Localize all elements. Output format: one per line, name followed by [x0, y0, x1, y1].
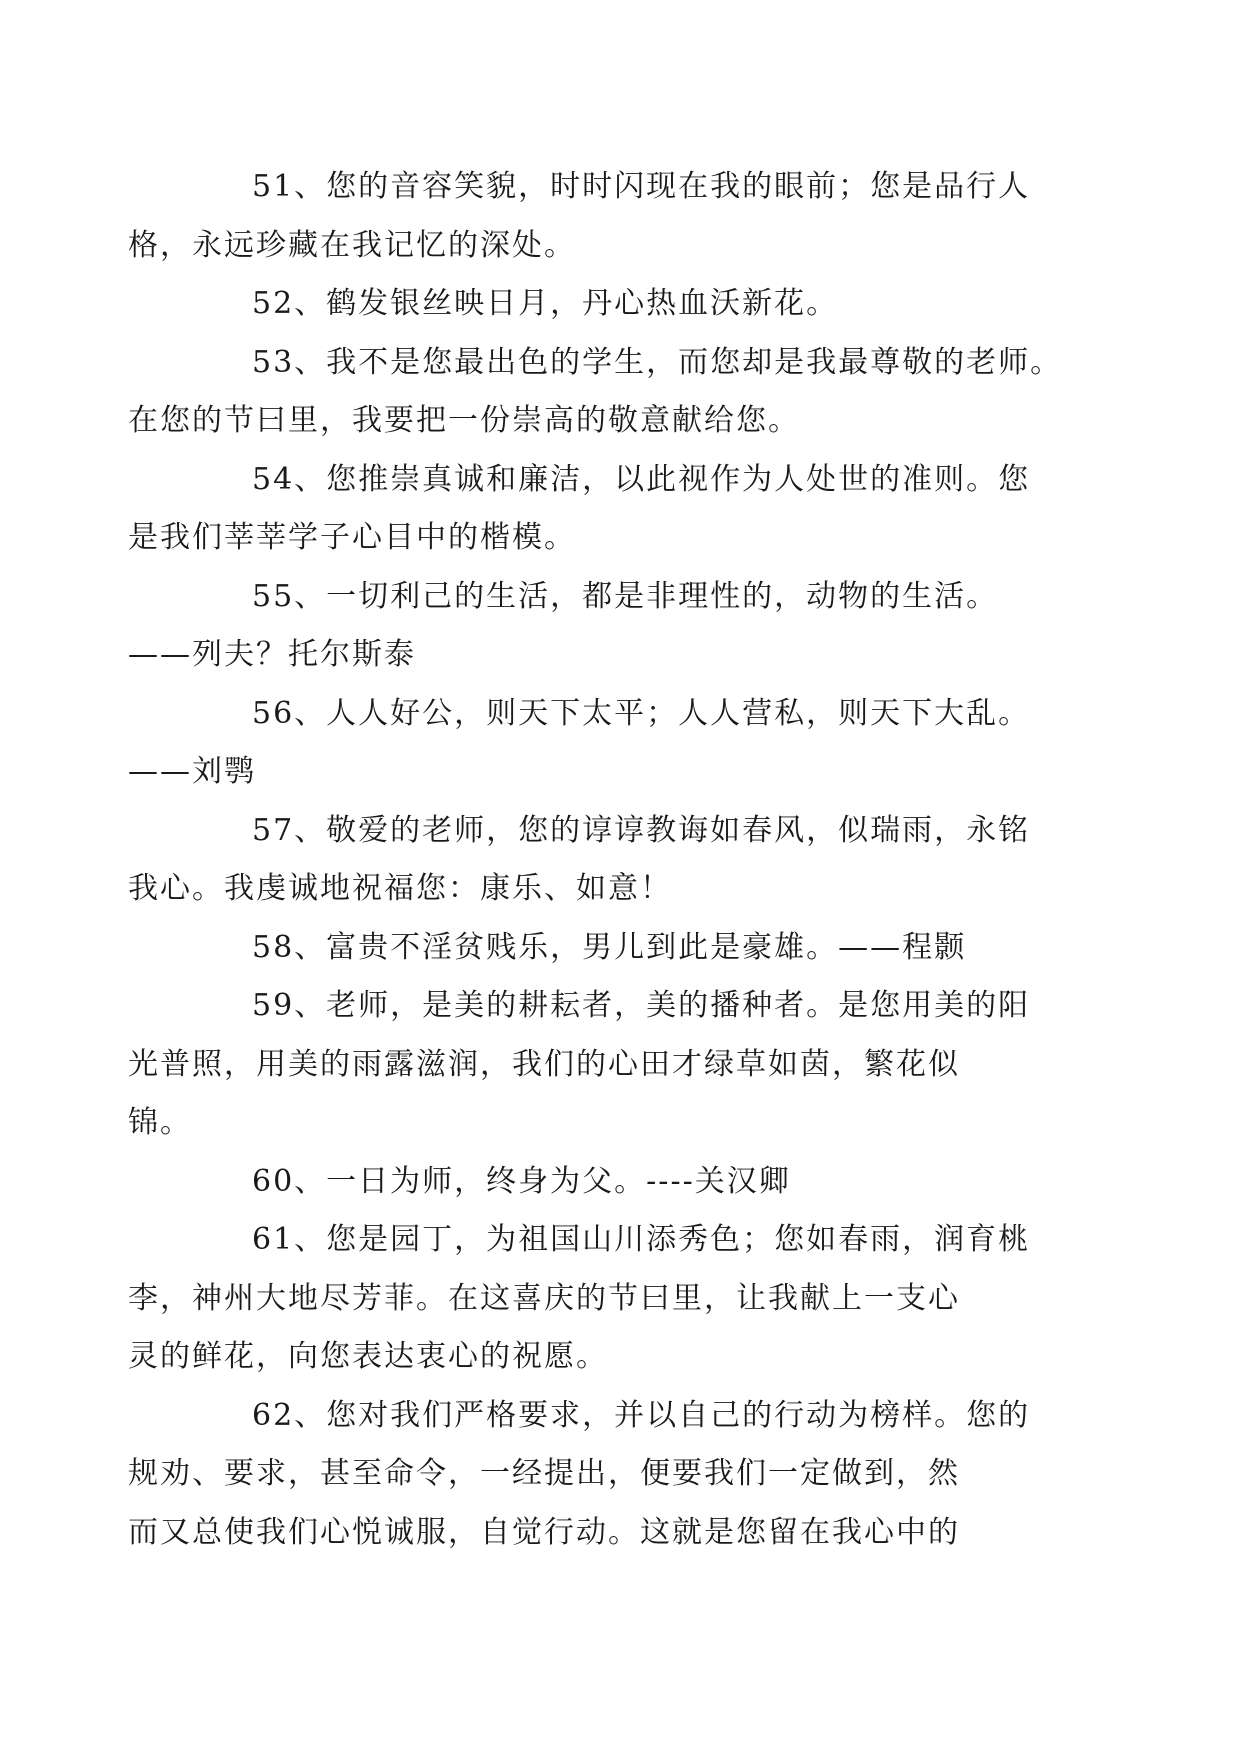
paragraph-51 — [128, 158, 1060, 275]
paragraph-54 — [128, 451, 1060, 568]
text-line: 61、您是园丁，为祖国山川添秀色；您如春雨，润育桃 — [252, 1222, 1031, 1257]
paragraph-59 — [128, 977, 1060, 1153]
paragraph-58 — [190, 919, 1060, 978]
text-line: 54、您推崇真诚和廉洁，以此视作为人处世的准则。您 — [252, 461, 1031, 497]
document-body — [128, 158, 1063, 1562]
text-line: ——刘鹗 — [128, 754, 256, 789]
text-line: 格，永远珍藏在我记忆的深处。 — [128, 227, 576, 263]
paragraph-61 — [128, 1211, 1060, 1387]
text-line: 51、您的音容笑貌，时时闪现在我的眼前；您是品行人 — [252, 169, 1031, 204]
paragraph-60 — [190, 1153, 1060, 1212]
paragraph-55 — [128, 568, 1060, 685]
paragraph-57 — [128, 802, 1060, 919]
text-line: 光普照，用美的雨露滋润，我们的心田才绿草如茵，繁花似 — [128, 1046, 960, 1082]
text-line: 是我们莘莘学子心目中的楷模。 — [128, 520, 576, 555]
text-line: 灵的鲜花，向您表达衷心的祝愿。 — [128, 1339, 608, 1374]
text-line: 55、一切利己的生活，都是非理性的，动物的生活。 — [252, 578, 999, 614]
paragraph-53 — [128, 334, 1063, 451]
text-line: ——列夫？托尔斯泰 — [128, 637, 416, 672]
paragraph-62 — [128, 1387, 1060, 1563]
text-line: 62、您对我们严格要求，并以自己的行动为榜样。您的 — [252, 1397, 1031, 1433]
text-line: 59、老师，是美的耕耘者，美的播种者。是您用美的阳 — [252, 988, 1031, 1023]
text-line: 57、敬爱的老师，您的谆谆教诲如春风，似瑞雨，永铭 — [252, 812, 1031, 848]
text-line: 58、富贵不淫贫贱乐，男儿到此是豪雄。——程颢 — [252, 929, 967, 965]
text-line: 而又总使我们心悦诚服，自觉行动。这就是您留在我心中的 — [128, 1514, 960, 1550]
text-line: 56、人人好公，则天下太平；人人营私，则天下大乱。 — [252, 695, 1031, 731]
text-line: 我心。我虔诚地祝福您：康乐、如意！ — [128, 871, 672, 906]
paragraph-56 — [128, 685, 1060, 802]
text-line: 52、鹤发银丝映日月，丹心热血沃新花。 — [252, 286, 839, 321]
text-line: 李，神州大地尽芳菲。在这喜庆的节曰里，让我献上一支心 — [128, 1280, 960, 1316]
text-line: 锦。 — [128, 1105, 192, 1140]
text-line: 53、我不是您最出色的学生，而您却是我最尊敬的老师。 — [252, 344, 1063, 380]
text-line: 60、一日为师，终身为父。----关汉卿 — [252, 1163, 791, 1199]
paragraph-52 — [190, 275, 1060, 334]
text-line: 规劝、要求，甚至命令，一经提出，便要我们一定做到，然 — [128, 1456, 960, 1491]
text-line: 在您的节曰里，我要把一份崇高的敬意献给您。 — [128, 403, 800, 438]
